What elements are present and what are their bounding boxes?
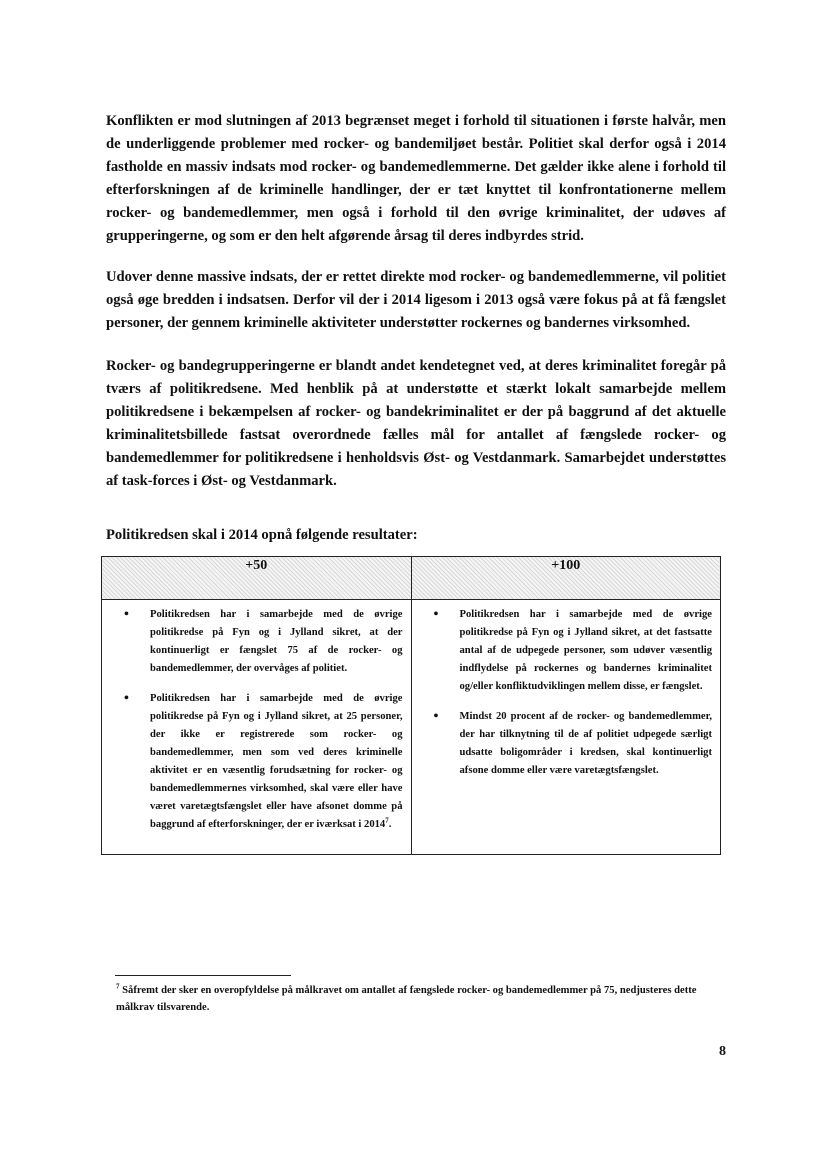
page-number: 8 — [719, 1044, 726, 1059]
body-paragraph-3: Rocker- og bandegrupperingerne er blandt andet kendetegnet ved, at deres kriminalitet foregår på tværs af politikredsene. Med henblik på at understøtte et stærkt lokalt samarbejde mellem politikredsene i bekæmpelsen af rocker- og bandekriminalitet er der på baggrund af det aktuelle kriminalitetsbillede fastsat overordnede fælles mål for antallet af fængslede rocker- og bandemedlemmer for politikredsene i henholdsvis Øst- og Vestdanmark. Samarbejdet understøttes af task-forces i Øst- og Vestdanmark. — [106, 358, 726, 489]
list-item-end: . — [388, 819, 392, 830]
footnote — [116, 982, 728, 1016]
cell-plus-100 — [411, 600, 721, 855]
body-paragraph-1: Konflikten er mod slutningen af 2013 begrænset meget i forhold til situationen i første halvår, men de underliggende problemer med rocker- og bandemiljøet består. Politiet skal derfor også i 2014 fastholde en massiv indsats mod rocker- og bandemedlemmerne. Det gælder ikke alene i forhold til efterforskningen af de kriminelle handlinger, der er tæt knyttet til konfrontationerne mellem rocker- og bandemedlemmer, men også i forhold til den øvrige kriminalitet, der udøves af grupperingerne, og som er den helt afgørende årsag til deres indbyrdes strid. — [106, 113, 726, 244]
list-item — [102, 690, 411, 834]
footnote-divider — [115, 975, 291, 976]
body-paragraph-2: Udover denne massive indsats, der er rettet direkte mod rocker- og bandemedlemmerne, vil politiet også øge bredden i indsatsen. Derfor vil der i 2014 ligesom i 2013 også være fokus på at få fængslet personer, der gennem kriminelle aktiviteter understøtter rockernes og bandernes virksomhed. — [106, 269, 726, 331]
list-item-text: Politikredsen har i samarbejde med de øvrige politikredse på Fyn og i Jylland sikret, at 25 personer, der ikke er registrerede som rocker- og bandemedlemmer, men som ved deres kriminelle aktivitet er en væsentlig forudsætning for rocker- og bandemedlemmernes virksomhed, skal være eller have været varetægtsfængslet eller have afsonet domme på baggrund af efterforskninger, der er iværksat i 2014 — [150, 693, 403, 830]
list-item — [412, 708, 721, 780]
footnote-reference: 7 — [385, 816, 389, 825]
bullet-list — [102, 606, 411, 834]
list-item-text: Politikredsen har i samarbejde med de øvrige politikredse på Fyn og i Jylland sikret, at der kontinuerligt er fængslet 75 af de rocker- og bandemedlemmer, der overvåges af politiet. — [150, 609, 403, 674]
list-item — [412, 606, 721, 696]
results-intro: Politikredsen skal i 2014 opnå følgende resultater: — [106, 527, 418, 543]
list-item-text: Mindst 20 procent af de rocker- og bandemedlemmer, der har tilknytning til de af politiet udpegede særligt udsatte boligområder i kredsen, skal kontinuerligt afsone domme eller være varetægtsfængslet. — [459, 711, 712, 776]
footnote-marker: 7 — [116, 982, 120, 991]
header-plus-100: +100 — [411, 557, 721, 600]
table-header-row — [102, 557, 721, 600]
list-item-text: Politikredsen har i samarbejde med de øvrige politikredse på Fyn og i Jylland sikret, at det fastsatte antal af de udpegede personer, som udøver væsentlig indflydelse på rockernes og bandernes kriminalitet og/eller konfliktudviklingen mellem disse, er fængslet. — [459, 609, 712, 692]
header-plus-50: +50 — [102, 557, 412, 600]
bullet-list — [412, 606, 721, 780]
list-item — [102, 606, 411, 678]
footnote-text: Såfremt der sker en overopfyldelse på målkravet om antallet af fængslede rocker- og bandemedlemmer på 75, nedjusteres dette målkrav tilsvarende. — [116, 985, 697, 1013]
cell-plus-50 — [102, 600, 412, 855]
results-table — [101, 556, 721, 855]
table-row — [102, 600, 721, 855]
